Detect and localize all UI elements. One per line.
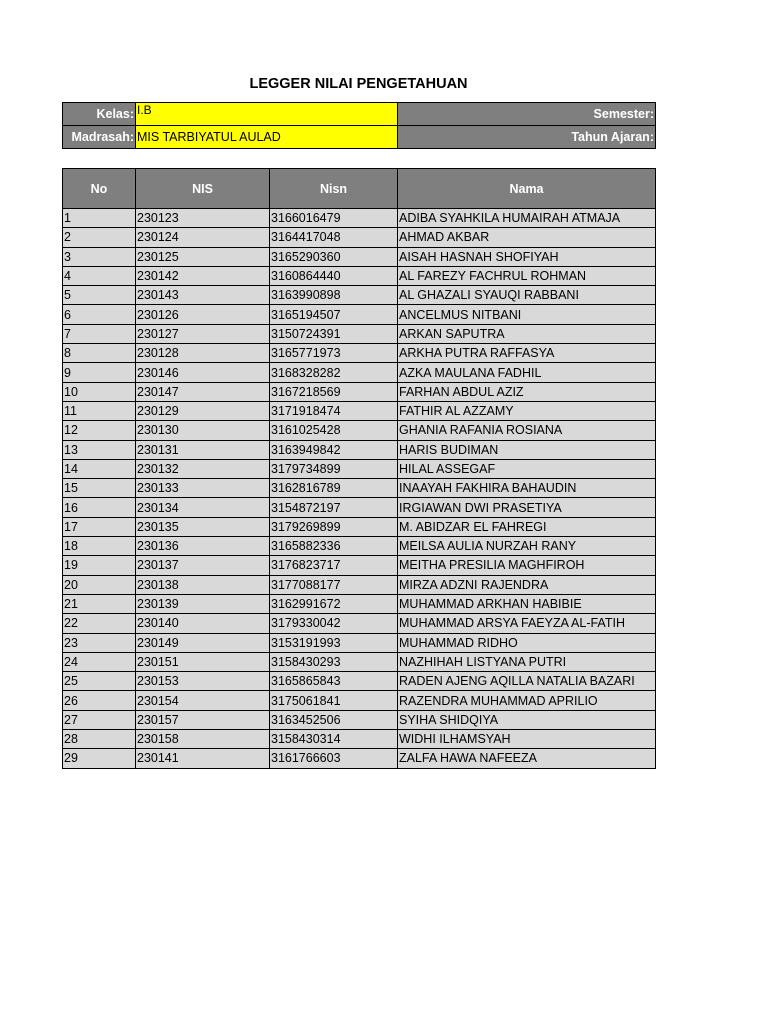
cell-nisn[interactable]: 3154872197 bbox=[270, 498, 398, 517]
page-title: LEGGER NILAI PENGETAHUAN bbox=[249, 76, 468, 92]
table-header-row bbox=[63, 169, 656, 209]
cell-no[interactable]: 11 bbox=[63, 401, 136, 420]
table-row bbox=[63, 749, 656, 768]
cell-nis[interactable]: 230135 bbox=[136, 517, 270, 536]
cell-nisn[interactable]: 3167218569 bbox=[270, 382, 398, 401]
cell-no[interactable]: 9 bbox=[63, 363, 136, 382]
kelas-value[interactable]: I.B bbox=[136, 103, 398, 126]
cell-nis[interactable]: 230141 bbox=[136, 749, 270, 768]
semester-label: Semester: bbox=[398, 103, 656, 126]
cell-nis[interactable]: 230132 bbox=[136, 459, 270, 478]
cell-nis[interactable]: 230134 bbox=[136, 498, 270, 517]
cell-nisn[interactable]: 3153191993 bbox=[270, 633, 398, 652]
table-row bbox=[63, 652, 656, 671]
cell-nis[interactable]: 230125 bbox=[136, 247, 270, 266]
cell-nis[interactable]: 230124 bbox=[136, 228, 270, 247]
cell-nama[interactable]: MUHAMMAD RIDHO bbox=[398, 633, 656, 652]
cell-nisn[interactable]: 3165290360 bbox=[270, 247, 398, 266]
table-row bbox=[63, 633, 656, 652]
cell-nama[interactable]: M. ABIDZAR EL FAHREGI bbox=[398, 517, 656, 536]
cell-nis[interactable]: 230123 bbox=[136, 209, 270, 228]
cell-nisn[interactable]: 3161025428 bbox=[270, 421, 398, 440]
table-row bbox=[63, 556, 656, 575]
cell-nama[interactable]: MIRZA ADZNI RAJENDRA bbox=[398, 575, 656, 594]
cell-no[interactable]: 8 bbox=[63, 344, 136, 363]
cell-nama[interactable]: WIDHI ILHAMSYAH bbox=[398, 730, 656, 749]
table-row bbox=[63, 517, 656, 536]
cell-nisn[interactable]: 3166016479 bbox=[270, 209, 398, 228]
cell-nis[interactable]: 230136 bbox=[136, 537, 270, 556]
table-row bbox=[63, 614, 656, 633]
cell-nis[interactable]: 230154 bbox=[136, 691, 270, 710]
madrasah-value[interactable]: MIS TARBIYATUL AULAD bbox=[136, 126, 398, 149]
column-header-nis: NIS bbox=[136, 169, 270, 209]
cell-no[interactable]: 23 bbox=[63, 633, 136, 652]
cell-nis[interactable]: 230139 bbox=[136, 594, 270, 613]
table-row bbox=[63, 594, 656, 613]
cell-nama[interactable]: AHMAD AKBAR bbox=[398, 228, 656, 247]
cell-no[interactable]: 16 bbox=[63, 498, 136, 517]
table-row bbox=[63, 324, 656, 343]
kelas-label: Kelas: bbox=[63, 103, 136, 126]
cell-no[interactable]: 15 bbox=[63, 479, 136, 498]
cell-nisn[interactable]: 3179330042 bbox=[270, 614, 398, 633]
table-row bbox=[63, 691, 656, 710]
cell-nama[interactable]: MUHAMMAD ARSYA FAEYZA AL-FATIH bbox=[398, 614, 656, 633]
cell-nama[interactable]: AL FAREZY FACHRUL ROHMAN bbox=[398, 266, 656, 285]
cell-nama[interactable]: AL GHAZALI SYAUQI RABBANI bbox=[398, 286, 656, 305]
column-header-no: No bbox=[63, 169, 136, 209]
cell-no[interactable]: 4 bbox=[63, 266, 136, 285]
cell-no[interactable]: 21 bbox=[63, 594, 136, 613]
cell-nisn[interactable]: 3158430314 bbox=[270, 730, 398, 749]
cell-no[interactable]: 27 bbox=[63, 710, 136, 729]
cell-no[interactable]: 3 bbox=[63, 247, 136, 266]
cell-no[interactable]: 17 bbox=[63, 517, 136, 536]
cell-no[interactable]: 29 bbox=[63, 749, 136, 768]
table-row bbox=[63, 421, 656, 440]
table-row bbox=[63, 382, 656, 401]
cell-nama[interactable]: HILAL ASSEGAF bbox=[398, 459, 656, 478]
cell-nis[interactable]: 230130 bbox=[136, 421, 270, 440]
cell-no[interactable]: 19 bbox=[63, 556, 136, 575]
cell-nisn[interactable]: 3162816789 bbox=[270, 479, 398, 498]
cell-nis[interactable]: 230127 bbox=[136, 324, 270, 343]
cell-nama[interactable]: FARHAN ABDUL AZIZ bbox=[398, 382, 656, 401]
cell-nis[interactable]: 230131 bbox=[136, 440, 270, 459]
cell-nis[interactable]: 230146 bbox=[136, 363, 270, 382]
cell-nama[interactable]: ARKAN SAPUTRA bbox=[398, 324, 656, 343]
cell-nis[interactable]: 230149 bbox=[136, 633, 270, 652]
cell-nisn[interactable]: 3168328282 bbox=[270, 363, 398, 382]
cell-nisn[interactable]: 3162991672 bbox=[270, 594, 398, 613]
cell-nis[interactable]: 230133 bbox=[136, 479, 270, 498]
cell-nisn[interactable]: 3177088177 bbox=[270, 575, 398, 594]
cell-nama[interactable]: ARKHA PUTRA RAFFASYA bbox=[398, 344, 656, 363]
cell-no[interactable]: 14 bbox=[63, 459, 136, 478]
cell-no[interactable]: 7 bbox=[63, 324, 136, 343]
cell-no[interactable]: 12 bbox=[63, 421, 136, 440]
cell-no[interactable]: 5 bbox=[63, 286, 136, 305]
cell-nis[interactable]: 230142 bbox=[136, 266, 270, 285]
table-row bbox=[63, 710, 656, 729]
table-row bbox=[63, 498, 656, 517]
table-row bbox=[63, 228, 656, 247]
cell-nis[interactable]: 230157 bbox=[136, 710, 270, 729]
cell-nis[interactable]: 230143 bbox=[136, 286, 270, 305]
cell-nisn[interactable]: 3163452506 bbox=[270, 710, 398, 729]
cell-nis[interactable]: 230153 bbox=[136, 672, 270, 691]
cell-nama[interactable]: RADEN AJENG AQILLA NATALIA BAZARI bbox=[398, 672, 656, 691]
cell-nama[interactable]: HARIS BUDIMAN bbox=[398, 440, 656, 459]
cell-nama[interactable]: MEITHA PRESILIA MAGHFIROH bbox=[398, 556, 656, 575]
cell-nama[interactable]: ZALFA HAWA NAFEEZA bbox=[398, 749, 656, 768]
cell-nisn[interactable]: 3179269899 bbox=[270, 517, 398, 536]
table-row bbox=[63, 363, 656, 382]
kelas-row bbox=[63, 103, 656, 126]
cell-nisn[interactable]: 3171918474 bbox=[270, 401, 398, 420]
info-header-table bbox=[62, 102, 656, 149]
cell-nisn[interactable]: 3161766603 bbox=[270, 749, 398, 768]
cell-nama[interactable]: ADIBA SYAHKILA HUMAIRAH ATMAJA bbox=[398, 209, 656, 228]
column-header-nisn: Nisn bbox=[270, 169, 398, 209]
madrasah-label: Madrasah: bbox=[63, 126, 136, 149]
cell-nisn[interactable]: 3165194507 bbox=[270, 305, 398, 324]
cell-nama[interactable]: MUHAMMAD ARKHAN HABIBIE bbox=[398, 594, 656, 613]
cell-nis[interactable]: 230129 bbox=[136, 401, 270, 420]
cell-no[interactable]: 28 bbox=[63, 730, 136, 749]
cell-no[interactable]: 13 bbox=[63, 440, 136, 459]
cell-nis[interactable]: 230140 bbox=[136, 614, 270, 633]
cell-nisn[interactable]: 3164417048 bbox=[270, 228, 398, 247]
cell-nisn[interactable]: 3179734899 bbox=[270, 459, 398, 478]
table-row bbox=[63, 305, 656, 324]
cell-nisn[interactable]: 3176823717 bbox=[270, 556, 398, 575]
cell-nama[interactable]: MEILSA AULIA NURZAH RANY bbox=[398, 537, 656, 556]
table-row bbox=[63, 537, 656, 556]
table-row bbox=[63, 672, 656, 691]
cell-nis[interactable]: 230128 bbox=[136, 344, 270, 363]
table-row bbox=[63, 286, 656, 305]
table-row bbox=[63, 266, 656, 285]
cell-no[interactable]: 2 bbox=[63, 228, 136, 247]
table-row bbox=[63, 459, 656, 478]
table-row bbox=[63, 730, 656, 749]
table-row bbox=[63, 247, 656, 266]
table-row bbox=[63, 344, 656, 363]
cell-nisn[interactable]: 3158430293 bbox=[270, 652, 398, 671]
cell-nama[interactable]: AZKA MAULANA FADHIL bbox=[398, 363, 656, 382]
tahun-ajaran-label: Tahun Ajaran: bbox=[398, 126, 656, 149]
cell-nama[interactable]: IRGIAWAN DWI PRASETIYA bbox=[398, 498, 656, 517]
cell-no[interactable]: 24 bbox=[63, 652, 136, 671]
cell-nisn[interactable]: 3165882336 bbox=[270, 537, 398, 556]
cell-nis[interactable]: 230158 bbox=[136, 730, 270, 749]
cell-nis[interactable]: 230147 bbox=[136, 382, 270, 401]
cell-nama[interactable]: RAZENDRA MUHAMMAD APRILIO bbox=[398, 691, 656, 710]
column-header-nama: Nama bbox=[398, 169, 656, 209]
cell-nisn[interactable]: 3165865843 bbox=[270, 672, 398, 691]
cell-nama[interactable]: ANCELMUS NITBANI bbox=[398, 305, 656, 324]
student-table bbox=[62, 168, 656, 769]
table-row bbox=[63, 479, 656, 498]
cell-no[interactable]: 10 bbox=[63, 382, 136, 401]
cell-nama[interactable]: SYIHA SHIDQIYA bbox=[398, 710, 656, 729]
cell-nisn[interactable]: 3150724391 bbox=[270, 324, 398, 343]
cell-no[interactable]: 22 bbox=[63, 614, 136, 633]
cell-no[interactable]: 1 bbox=[63, 209, 136, 228]
table-body bbox=[63, 209, 656, 769]
cell-nis[interactable]: 230126 bbox=[136, 305, 270, 324]
cell-nama[interactable]: INAAYAH FAKHIRA BAHAUDIN bbox=[398, 479, 656, 498]
table-row bbox=[63, 209, 656, 228]
cell-nama[interactable]: GHANIA RAFANIA ROSIANA bbox=[398, 421, 656, 440]
table-row bbox=[63, 440, 656, 459]
cell-nama[interactable]: NAZHIHAH LISTYANA PUTRI bbox=[398, 652, 656, 671]
cell-nis[interactable]: 230151 bbox=[136, 652, 270, 671]
cell-no[interactable]: 18 bbox=[63, 537, 136, 556]
cell-nama[interactable]: AISAH HASNAH SHOFIYAH bbox=[398, 247, 656, 266]
table-row bbox=[63, 575, 656, 594]
cell-no[interactable]: 25 bbox=[63, 672, 136, 691]
cell-nis[interactable]: 230138 bbox=[136, 575, 270, 594]
cell-nisn[interactable]: 3163949842 bbox=[270, 440, 398, 459]
cell-nis[interactable]: 230137 bbox=[136, 556, 270, 575]
cell-nisn[interactable]: 3160864440 bbox=[270, 266, 398, 285]
cell-nisn[interactable]: 3165771973 bbox=[270, 344, 398, 363]
cell-no[interactable]: 26 bbox=[63, 691, 136, 710]
cell-nisn[interactable]: 3175061841 bbox=[270, 691, 398, 710]
cell-nama[interactable]: FATHIR AL AZZAMY bbox=[398, 401, 656, 420]
cell-no[interactable]: 20 bbox=[63, 575, 136, 594]
table-row bbox=[63, 401, 656, 420]
cell-nisn[interactable]: 3163990898 bbox=[270, 286, 398, 305]
cell-no[interactable]: 6 bbox=[63, 305, 136, 324]
madrasah-row bbox=[63, 126, 656, 149]
